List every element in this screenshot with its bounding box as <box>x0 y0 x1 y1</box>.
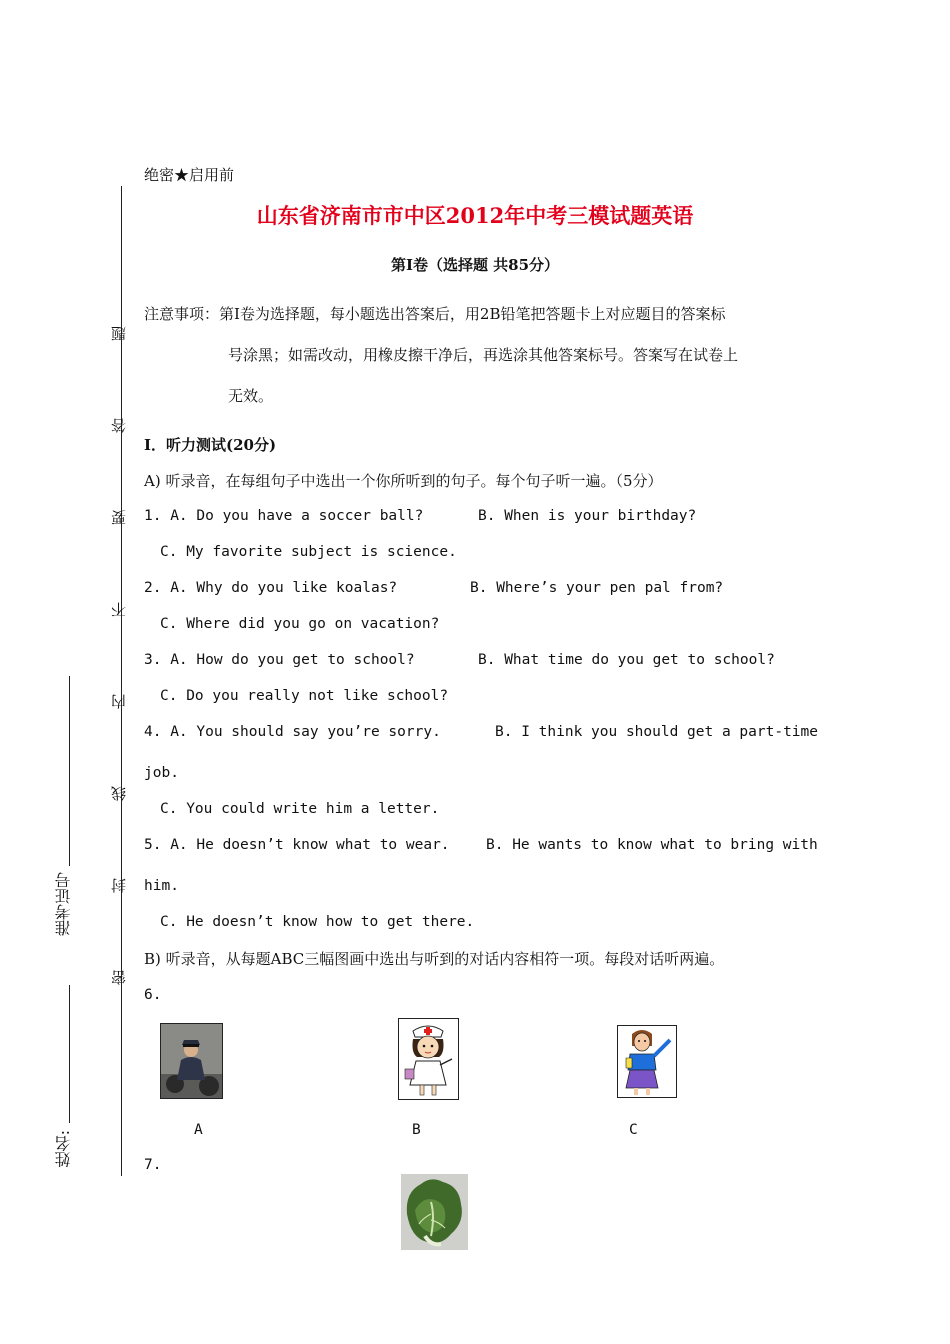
q1-option-a: 1. A. Do you have a soccer ball? <box>144 508 424 524</box>
q6-option-label-c: C <box>629 1122 638 1138</box>
q6-number: 6. <box>144 987 162 1003</box>
q7-picture-vegetable <box>401 1174 468 1250</box>
q4-option-b: B. I think you should get a part-time <box>495 724 819 740</box>
listening-heading: I．听力测试(20分) <box>144 436 277 454</box>
q3-option-a: 3. A. How do you get to school? <box>144 652 415 668</box>
q3-option-b: B. What time do you get to school? <box>478 652 775 668</box>
exam-id-label: 准考证号 <box>54 872 73 936</box>
seal-char: 不 <box>110 602 128 617</box>
q6-picture-b-nurse <box>398 1018 459 1100</box>
q5-option-b-continued: him. <box>144 878 179 894</box>
seal-char: 密 <box>110 970 128 985</box>
q4-option-b-continued: job. <box>144 765 179 781</box>
seal-char: 要 <box>110 510 128 525</box>
q5-option-b: B. He wants to know what to bring with <box>486 837 818 853</box>
q6-picture-c-teacher <box>617 1025 677 1098</box>
q6-picture-a-policeman <box>160 1023 223 1099</box>
seal-char: 线 <box>110 786 128 801</box>
q5-option-a: 5. A. He doesn’t know what to wear. <box>144 837 450 853</box>
notice-line: 无效。 <box>228 387 274 405</box>
q1-option-c: C. My favorite subject is science. <box>160 544 457 560</box>
q6-option-label-b: B <box>412 1122 421 1138</box>
q2-option-a: 2. A. Why do you like koalas? <box>144 580 398 596</box>
exam-id-rule <box>69 676 70 866</box>
seal-char: 题 <box>110 326 128 341</box>
seal-char: 内 <box>110 694 128 709</box>
q4-option-a: 4. A. You should say you’re sorry. <box>144 724 441 740</box>
q6-option-label-a: A <box>194 1122 203 1138</box>
page-title: 山东省济南市市中区2012年中考三模试题英语 <box>256 203 694 228</box>
q5-option-c: C. He doesn’t know how to get there. <box>160 914 475 930</box>
seal-char: 封 <box>110 878 128 893</box>
q1-option-b: B. When is your birthday? <box>478 508 697 524</box>
name-label: 姓名: <box>54 1130 73 1168</box>
q7-number: 7. <box>144 1157 162 1173</box>
name-rule <box>69 985 70 1123</box>
q2-option-b: B. Where’s your pen pal from? <box>470 580 724 596</box>
seal-char: 答 <box>110 418 128 433</box>
section-title: 第Ⅰ卷（选择题 共85分） <box>390 256 560 274</box>
partA-instruction: A) 听录音，在每组句子中选出一个你所听到的句子。每个句子听一遍。（5分） <box>144 472 663 490</box>
q4-option-c: C. You could write him a letter. <box>160 801 440 817</box>
q3-option-c: C. Do you really not like school? <box>160 688 449 704</box>
q2-option-c: C. Where did you go on vacation? <box>160 616 440 632</box>
partB-instruction: B) 听录音，从每题ABC三幅图画中选出与听到的对话内容相符一项。每段对话听两遍。 <box>144 950 725 968</box>
notice-line: 注意事项：第Ⅰ卷为选择题，每小题选出答案后，用2B铅笔把答题卡上对应题目的答案标 <box>144 305 726 323</box>
secret-mark: 绝密★启用前 <box>144 166 235 184</box>
notice-line: 号涂黑；如需改动，用橡皮擦干净后，再选涂其他答案标号。答案写在试卷上 <box>228 346 739 364</box>
